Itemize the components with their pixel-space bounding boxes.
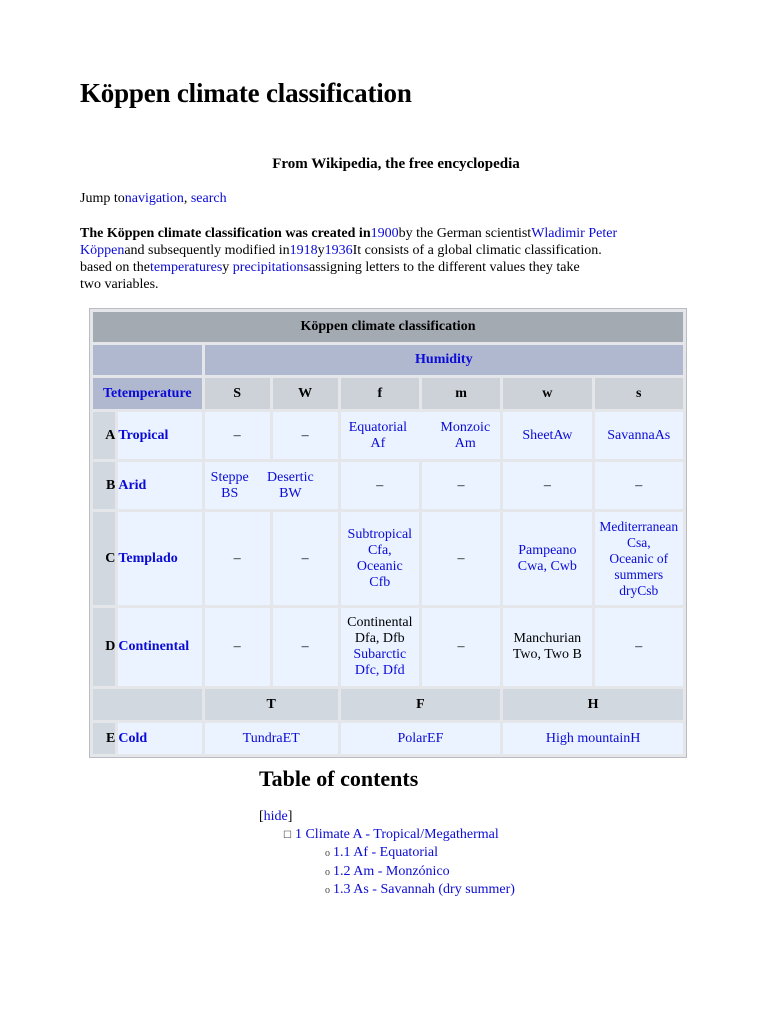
search-link[interactable]: search [190, 191, 227, 206]
intro-paragraph: The Köppen climate classification was created in1900by the German scientistWladimir Peter Köppenand subsequently modified in1918y1936It consists of a global climatic classification. based on thetemperaturesy precipitationsassigning letters to the different values they take two variables. [80, 226, 618, 292]
koppen-table [89, 308, 687, 758]
circle-bullet-icon: o [325, 885, 330, 896]
humidity-header: Humidity [205, 345, 683, 375]
table-row-A: A Tropical – – Equatorial Af Monzoic Am SheetAw SavannaAs [93, 412, 683, 459]
cell-BS-BW: Steppe BS Desertic BW [205, 462, 338, 509]
jump-links: Jump tonavigation, search [80, 191, 227, 206]
link-1918[interactable]: 1918 [289, 243, 318, 258]
cold-subheader: T F H [93, 689, 683, 720]
table-corner [93, 345, 202, 375]
circle-bullet-icon: o [325, 866, 330, 878]
link-temperatures[interactable]: temperatures [149, 260, 223, 275]
table-caption: Köppen climate classification [93, 312, 683, 342]
navigation-link[interactable]: navigation [124, 191, 184, 206]
temperature-header: Tetemperature [93, 378, 202, 409]
link-1900[interactable]: 1900 [370, 226, 399, 241]
col-S: S [205, 378, 270, 409]
row-name: Tropical [118, 412, 201, 459]
col-s: s [595, 378, 683, 409]
link-1936[interactable]: 1936 [324, 243, 353, 258]
toc-item: ☐ 1 Climate A - Tropical/Megathermal [283, 826, 499, 842]
col-m: m [422, 378, 500, 409]
col-f: f [341, 378, 419, 409]
table-row-D: D Continental – – Continental Dfa, Dfb Subarctic Dfc, Dfd – Manchurian Two, Two B – [93, 608, 683, 686]
table-row-E: E Cold TundraET PolarEF High mountainH [93, 723, 683, 754]
toc-item: o 1.3 As - Savannah (dry summer) [325, 882, 515, 897]
table-row-B: B Arid Steppe BS Desertic BW – – – – [93, 462, 683, 509]
page-title: Köppen climate classification [80, 78, 412, 108]
row-letter: A [93, 412, 115, 459]
toc-item: o 1.2 Am - Monzónico [325, 863, 450, 879]
square-bullet-icon: ☐ [283, 829, 292, 841]
link-scientist-surname[interactable]: Köppen [80, 243, 125, 258]
toc-hide-link[interactable]: hide [263, 809, 288, 824]
page-subtitle: From Wikipedia, the free encyclopedia [272, 156, 520, 172]
link-precipitations[interactable]: precipitations [232, 260, 309, 275]
cell-Af-Am: Equatorial Af Monzoic Am [341, 412, 500, 459]
toc-title: Table of contents [259, 766, 419, 791]
circle-bullet-icon: o [325, 848, 330, 859]
link-scientist[interactable]: Wladimir Peter [531, 226, 618, 241]
col-W: W [273, 378, 338, 409]
toc-item: o 1.1 Af - Equatorial [325, 845, 438, 860]
col-w: w [503, 378, 591, 409]
table-row-C: C Templado – – Subtropical Cfa, Oceanic Cfb – Pampeano Cwa, Cwb Mediterranean Csa, Oceanic of summers dryCsb [93, 512, 683, 605]
table-of-contents: [hide] ☐ 1 Climate A - Tropical/Megathermal o 1.1 Af - Equatorial o 1.2 Am - Monzónico o 1.3 As - Savannah (dry summer) [259, 808, 515, 900]
